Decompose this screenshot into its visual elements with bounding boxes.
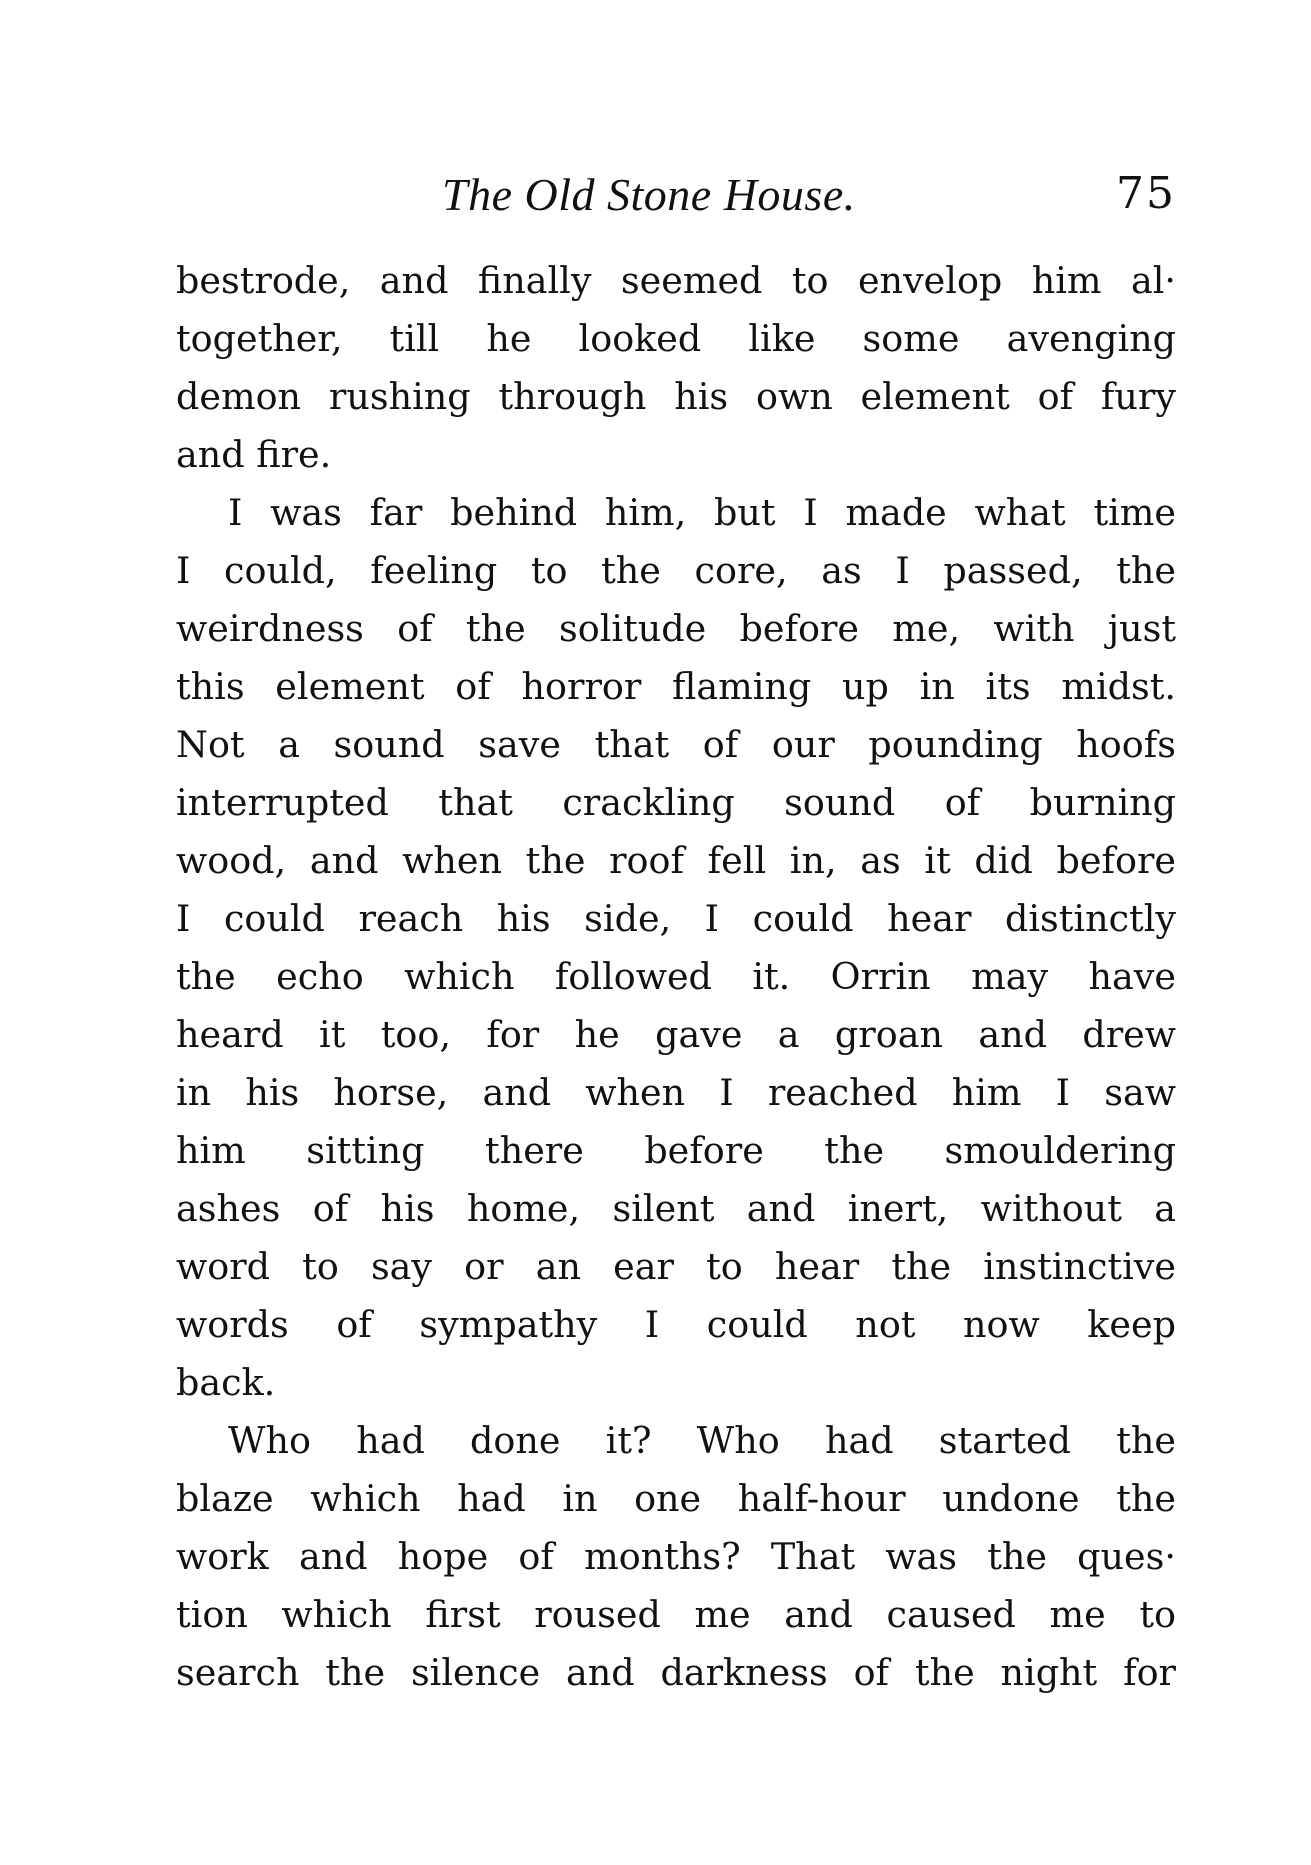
text-line: heard it too, for he gave a groan and drew [176, 1013, 1176, 1056]
text-line: and fire. [176, 433, 332, 476]
text-line: words of sympathy I could not now keep [176, 1303, 1176, 1346]
text-line: tion which first roused me and caused me to [176, 1593, 1176, 1636]
text-line: in his horse, and when I reached him I saw [176, 1071, 1176, 1114]
text-line: work and hope of months? That was the ques· [176, 1535, 1176, 1578]
text-line: back. [176, 1361, 276, 1404]
text-line: the echo which followed it. Orrin may have [176, 955, 1176, 998]
text-line: weirdness of the solitude before me, with just [176, 607, 1176, 650]
text-line: demon rushing through his own element of fury [176, 375, 1176, 418]
text-line: word to say or an ear to hear the instinctive [176, 1245, 1176, 1288]
text-line: search the silence and darkness of the night for [176, 1651, 1176, 1694]
text-line: Who had done it? Who had started the [228, 1419, 1176, 1462]
text-line: ashes of his home, silent and inert, without a [176, 1187, 1176, 1230]
body-text [176, 252, 1176, 1702]
text-line: wood, and when the roof fell in, as it did before [176, 839, 1176, 882]
text-line: this element of horror flaming up in its midst. [176, 665, 1176, 708]
text-line: Not a sound save that of our pounding hoofs [176, 723, 1176, 766]
page-number: 75 [1116, 168, 1176, 219]
running-title: The Old Stone House. [442, 169, 856, 220]
text-line: bestrode, and finally seemed to envelop him al· [176, 259, 1176, 302]
text-line: I could reach his side, I could hear distinctly [176, 897, 1176, 940]
text-line: together, till he looked like some avenging [176, 317, 1176, 360]
text-line: I was far behind him, but I made what time [228, 491, 1176, 534]
text-line: I could, feeling to the core, as I passed, the [176, 549, 1176, 592]
running-head [176, 168, 1176, 228]
text-line: interrupted that crackling sound of burning [176, 781, 1176, 824]
text-line: him sitting there before the smouldering [176, 1129, 1176, 1172]
text-line: blaze which had in one half-hour undone the [176, 1477, 1176, 1520]
